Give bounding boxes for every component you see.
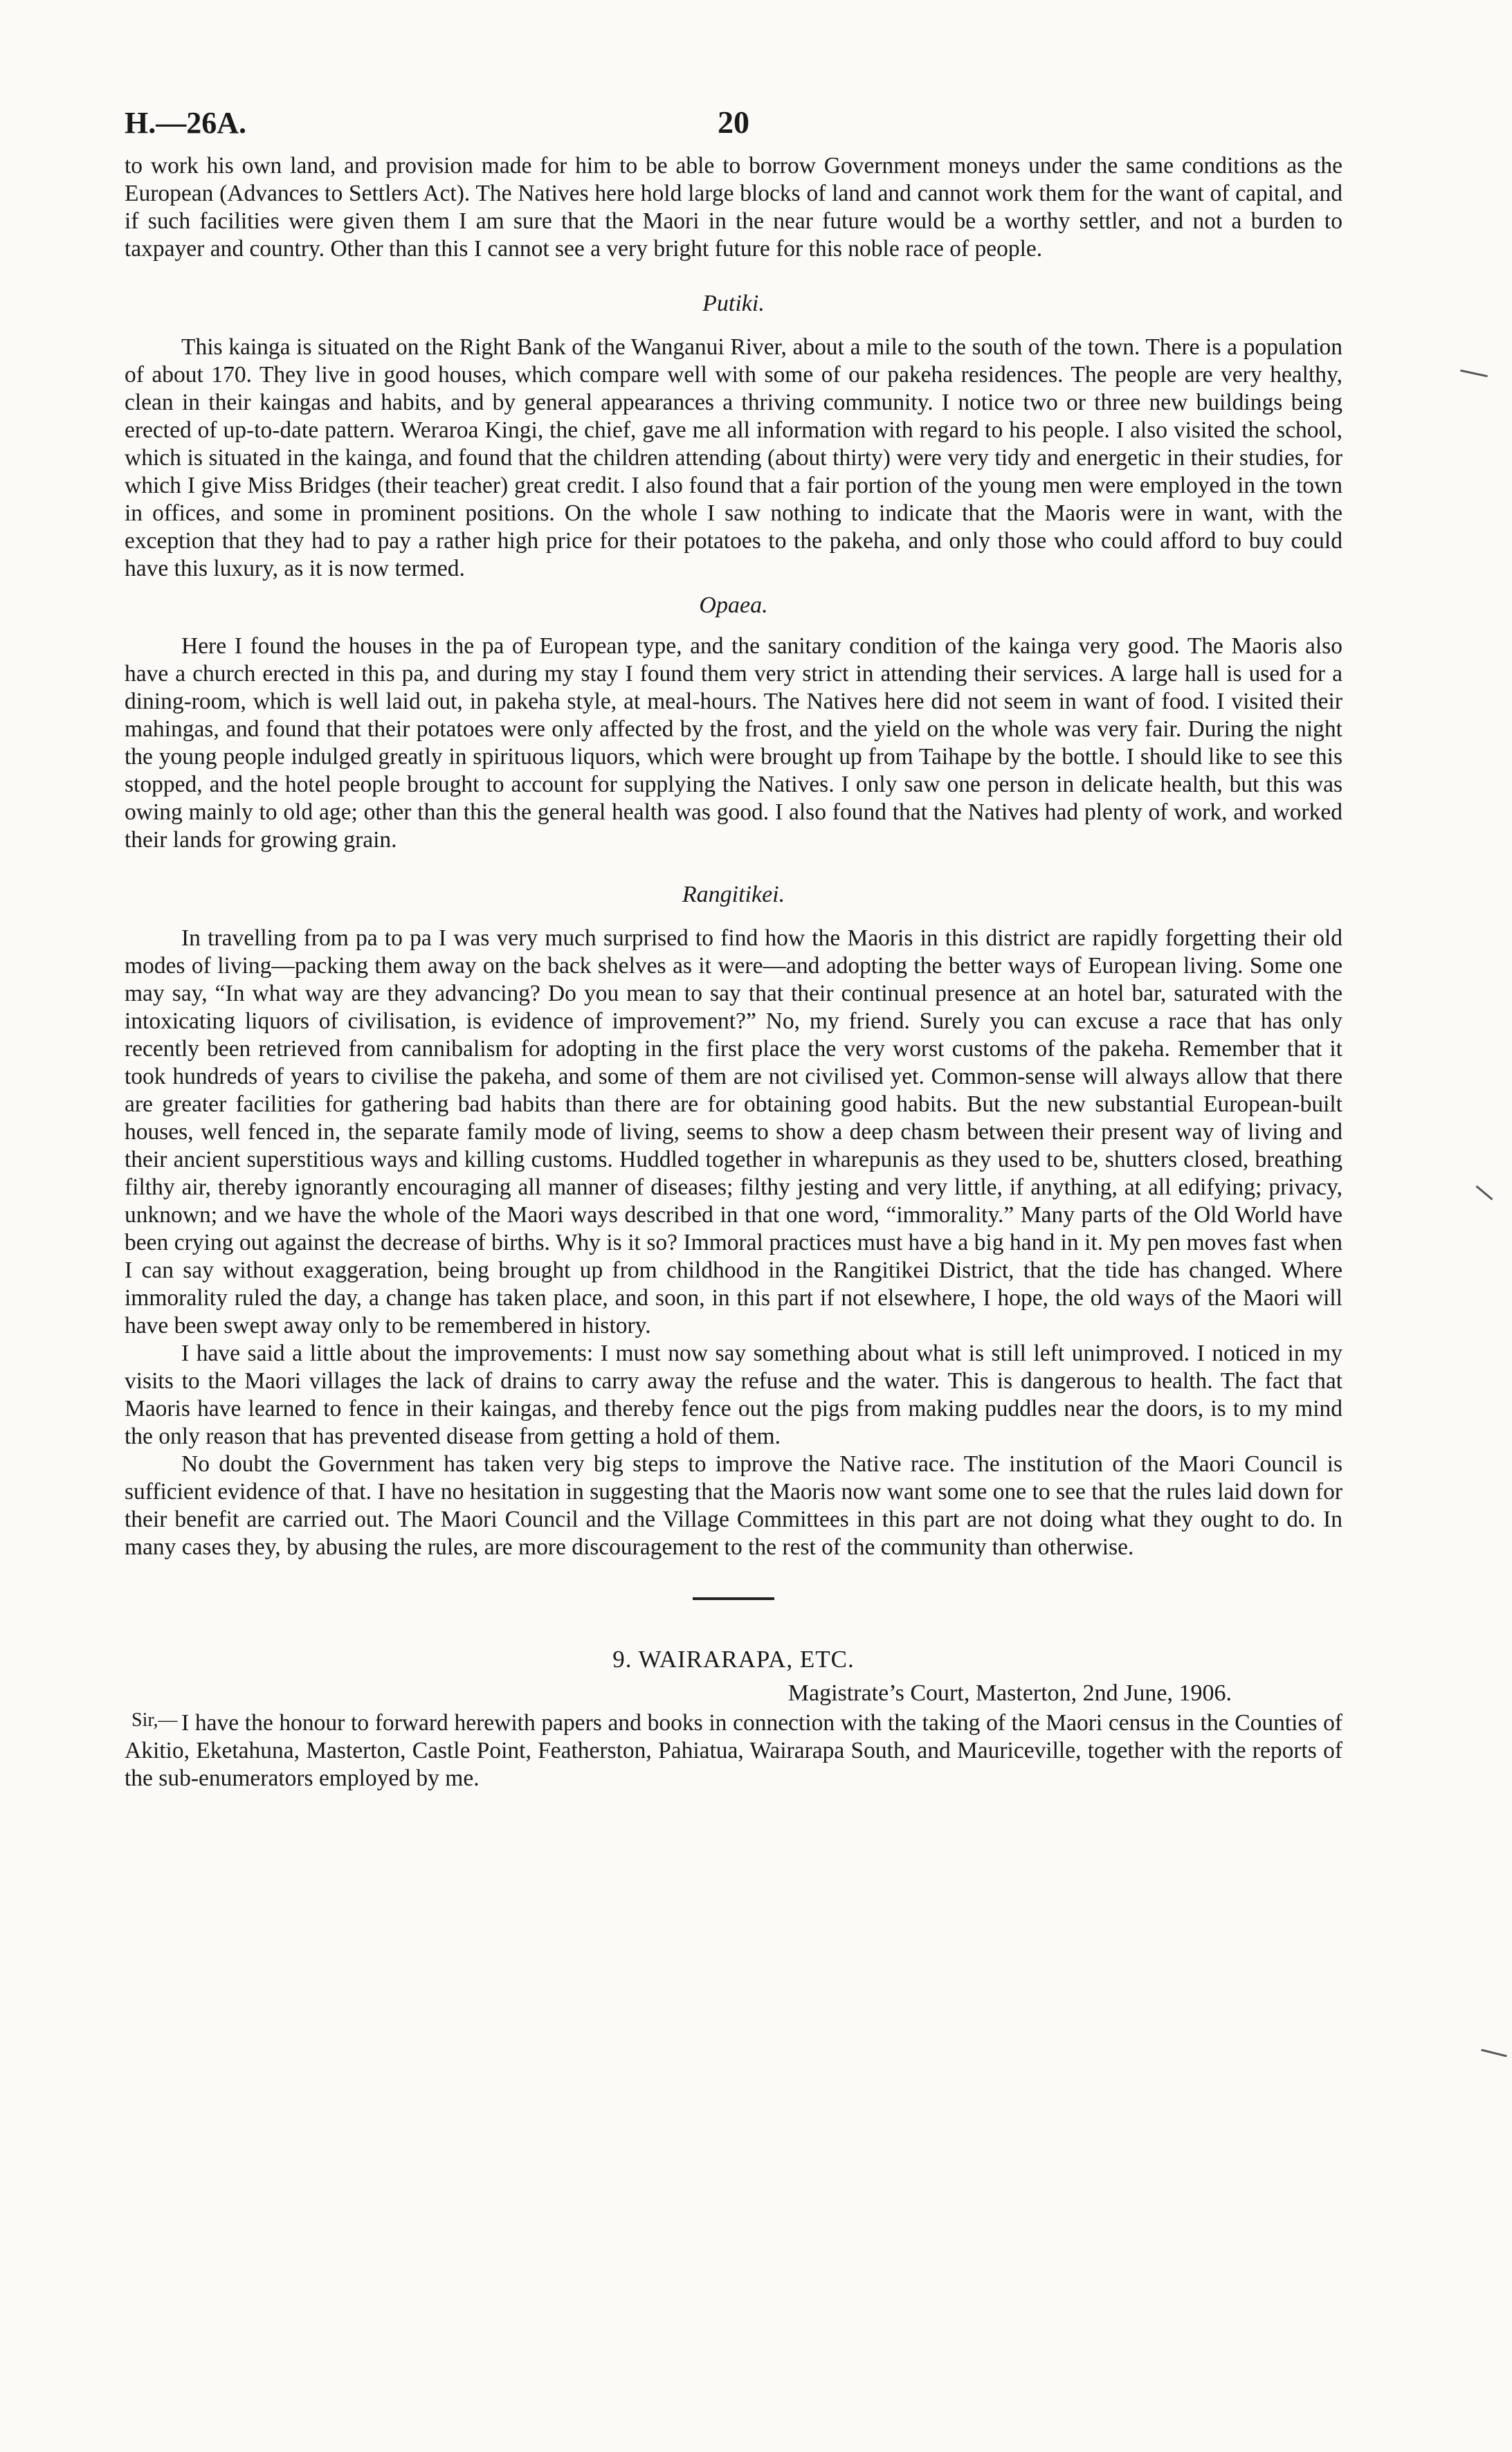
section-9-title: 9. WAIRARAPA, ETC. <box>612 1646 855 1673</box>
paragraph-putiki: This kainga is situated on the Right Bank of the Wanganui River, about a mile to the south of the town. There is a population of about 170. They live in good houses, which compare well with some of our pakeha residences. The people are very healthy, clean in their kaingas and habits, and by general appearances a thriving community. I notice two or three new buildings being erected of up-to-date pattern. Weraroa Kingi, the chief, gave me all information with regard to his people. I also visited the school, which is situated in the kainga, and found that the children attending (about thirty) were very tidy and energetic in their studies, for which I give Miss Bridges (their teacher) great credit. I also found that a fair portion of the young men were employed in the town in offices, and some in prominent positions. On the whole I saw nothing to indicate that the Maoris were in want, with the exception that they had to pay a rather high price for their potatoes to the pakeha, and only those who could afford to buy could have this luxury, as it is now termed. <box>125 334 1342 581</box>
document-page <box>125 97 1342 1792</box>
salutation: Sir,— <box>131 1709 178 1731</box>
dateline: Magistrate’s Court, Masterton, 2nd June, 1906. <box>787 1680 1232 1706</box>
document-code: H.—26A. <box>125 106 246 140</box>
margin-mark-2 <box>1476 1186 1493 1201</box>
heading-putiki: Putiki. <box>702 291 765 316</box>
margin-mark-3 <box>1481 2049 1507 2057</box>
heading-opaea: Opaea. <box>699 592 768 618</box>
heading-rangitikei: Rangitikei. <box>682 882 785 907</box>
paragraph-rangitikei-1: In travelling from pa to pa I was very much surprised to find how the Maoris in this district are rapidly forgetting their old modes of living—packing them away on the back shelves as it were—and adopting the better ways of European living. Some one may say, “In what way are they advancing? Do you mean to say that their continual presence at an hotel bar, saturated with the intoxicating liquors of civilisation, is evidence of improvement?” No, my friend. Surely you can excuse a race that has only recently been retrieved from cannibalism for adopting in the first place the very worst customs of the pakeha. Remember that it took hundreds of years to civilise the pakeha, and some of them are not civilised yet. Common-sense will always allow that there are greater facilities for gathering bad habits than there are for obtaining good habits. But the new substantial European-built houses, well fenced in, the separate family mode of living, seems to show a deep chasm between their present way of living and their ancient superstitious ways and killing customs. Huddled together in wharepunis as they used to be, shutters closed, breathing filthy air, thereby ignorantly encouraging all manner of diseases; filthy jesting and very little, if anything, at all edifying; privacy, unknown; and we have the whole of the Maori ways described in that one word, “immorality.” Many parts of the Old World have been crying out against the decrease of births. Why is it so? Immoral practices must have a big hand in it. My pen moves fast when I can say without exaggeration, being brought up from childhood in the Rangitikei District, that the tide has changed. Where immorality ruled the day, a change has taken place, and soon, in this part if not elsewhere, I hope, the old ways of the Maori will have been swept away only to be remembered in history. <box>125 925 1342 1338</box>
page-header <box>125 97 1342 152</box>
paragraph-rangitikei-3: No doubt the Government has taken very big steps to improve the Native race. The institution of the Maori Council is sufficient evidence of that. I have no hesitation in suggesting that the Maoris now want some one to see that the rules laid down for their benefit are carried out. The Maori Council and the Village Committees in this part are not doing what they ought to do. In many cases they, by abusing the rules, are more discouragement to the rest of the community than otherwise. <box>125 1451 1342 1560</box>
section-divider <box>693 1597 774 1600</box>
page-number: 20 <box>718 105 749 140</box>
margin-mark-1 <box>1460 370 1488 377</box>
intro-paragraph: to work his own land, and provision made for him to be able to borrow Government moneys under the same conditions as the European (Advances to Settlers Act). The Natives here hold large blocks of land and cannot work them for the want of capital, and if such facilities were given them I am sure that the Maori in the near future would be a worthy settler, and not a burden to taxpayer and country. Other than this I cannot see a very bright future for this noble race of people. <box>125 153 1342 262</box>
letter-body: I have the honour to forward herewith papers and books in connection with the taking of the Maori census in the Counties of Akitio, Eketahuna, Masterton, Castle Point, Featherston, Pahiatua, Wairarapa South, and Mauriceville, together with the reports of the sub-enumerators employed by me. <box>125 1710 1342 1791</box>
paragraph-rangitikei-2: I have said a little about the improvements: I must now say something about what is still left unimproved. I noticed in my visits to the Maori villages the lack of drains to carry away the refuse and the water. This is dangerous to health. The fact that Maoris have learned to fence in their kaingas, and thereby fence out the pigs from making puddles near the doors, is to my mind the only reason that has prevented disease from getting a hold of them. <box>125 1341 1342 1449</box>
paragraph-opaea: Here I found the houses in the pa of European type, and the sanitary condition of the kainga very good. The Maoris also have a church erected in this pa, and during my stay I found them very strict in attending their services. A large hall is used for a dining-room, which is well laid out, in pakeha style, at meal-hours. The Natives here did not seem in want of food. I visited their mahingas, and found that their potatoes were only affected by the frost, and the yield on the whole was very fair. During the night the young people indulged greatly in spirituous liquors, which were brought up from Taihape by the bottle. I should like to see this stopped, and the hotel people brought to account for supplying the Natives. I only saw one person in delicate health, but this was owing mainly to old age; other than this the general health was good. I also found that the Natives had plenty of work, and worked their lands for growing grain. <box>125 633 1342 853</box>
letter-head <box>125 1680 1342 1731</box>
